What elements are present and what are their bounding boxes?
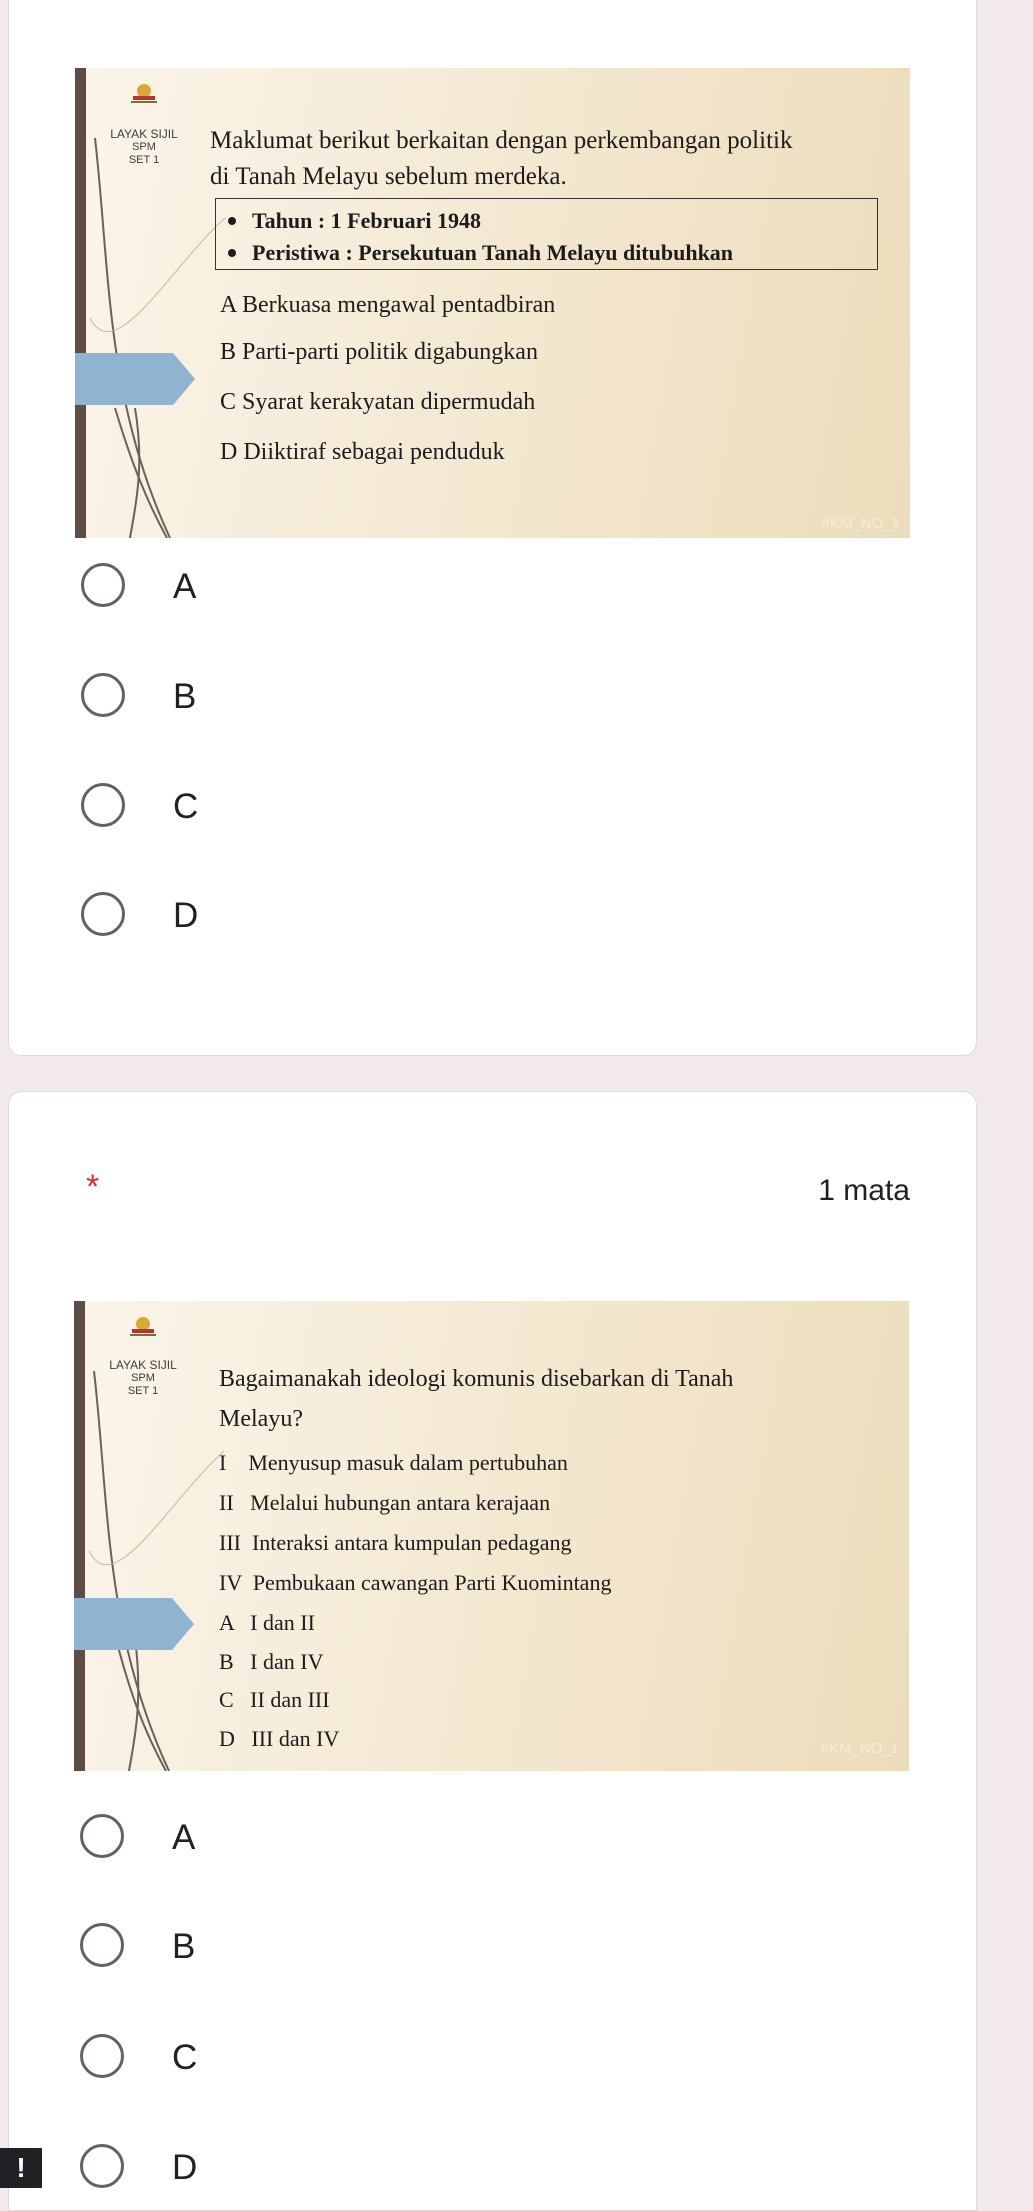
question-stem (210, 123, 792, 195)
radio-circle[interactable] (80, 1923, 124, 1967)
statement-iv: IV Pembukaan cawangan Parti Kuomintang (219, 1570, 612, 1595)
left-accent-bar (74, 1301, 85, 1771)
image-option-b: B Parti-parti politik digabungkan (220, 339, 538, 365)
question-image-2 (74, 1301, 909, 1771)
radio-circle[interactable] (80, 1814, 124, 1858)
image-option-a: A Berkuasa mengawal pentadbiran (220, 292, 556, 318)
badge-line3: SET 1 (128, 154, 160, 166)
image-tag: #KM_NO_1 (820, 1740, 899, 1757)
radio-circle[interactable] (80, 2144, 124, 2188)
stem-line-2: di Tanah Melayu sebelum merdeka. (210, 163, 567, 190)
statement-iii: III Interaksi antara kumpulan pedagang (219, 1530, 572, 1555)
radio-option-c[interactable] (74, 2026, 574, 2086)
radio-label: B (173, 677, 197, 716)
crest-icon (126, 1315, 160, 1337)
radio-option-d[interactable] (75, 884, 575, 944)
radio-option-a[interactable] (75, 555, 575, 615)
radio-label: A (172, 1818, 196, 1857)
question-stem (219, 1359, 733, 1439)
image-tag: #KM_NO_1 (821, 515, 900, 532)
required-asterisk: * (86, 1168, 100, 1206)
radio-circle[interactable] (80, 2034, 124, 2078)
points-label: 1 mata (818, 1174, 910, 1207)
stem-line-2: Melayu? (219, 1406, 303, 1432)
stem-line-1: Bagaimanakah ideologi komunis disebarkan di Tanah (219, 1366, 734, 1392)
alert-badge[interactable]: ! (0, 2148, 42, 2188)
image-option-d: D III dan IV (219, 1726, 340, 1751)
info-line-1: Tahun : 1 Februari 1948 (252, 205, 877, 237)
statement-i: I Menyusup masuk dalam pertubuhan (219, 1450, 568, 1475)
arrow-tab (75, 353, 195, 405)
badge-line3: SET 1 (127, 1385, 159, 1397)
badge-line1: LAYAK SIJIL (109, 1358, 177, 1372)
arrow-tab (74, 1598, 194, 1650)
radio-circle[interactable] (81, 563, 125, 607)
radio-label: A (173, 567, 197, 606)
badge-line2: SPM (132, 141, 156, 153)
left-accent-bar (75, 68, 86, 538)
radio-label: D (172, 2148, 198, 2187)
radio-circle[interactable] (81, 783, 125, 827)
statement-ii: II Melalui hubungan antara kerajaan (219, 1490, 551, 1515)
radio-option-d[interactable] (74, 2136, 574, 2196)
radio-label: C (173, 787, 199, 826)
radio-option-b[interactable] (75, 665, 575, 725)
info-line-2: Peristiwa : Persekutuan Tanah Melayu ditubuhkan (252, 237, 877, 269)
radio-circle[interactable] (81, 673, 125, 717)
image-option-b: B I dan IV (219, 1649, 324, 1674)
stem-line-1: Maklumat berikut berkaitan dengan perkembangan politik (210, 127, 793, 154)
badge-line1: LAYAK SIJIL (110, 127, 178, 141)
radio-circle[interactable] (81, 892, 125, 936)
image-option-c: C II dan III (219, 1687, 330, 1712)
radio-option-a[interactable] (74, 1806, 574, 1866)
image-option-a: A I dan II (219, 1610, 315, 1635)
info-box (215, 198, 878, 270)
image-option-d: D Diiktiraf sebagai penduduk (220, 439, 505, 465)
badge-line2: SPM (131, 1372, 155, 1384)
radio-option-c[interactable] (75, 775, 575, 835)
radio-option-b[interactable] (74, 1915, 574, 1975)
question-card-1 (8, 0, 977, 1056)
crest-icon (127, 82, 161, 104)
radio-label: D (173, 896, 199, 935)
badge-layak-sijil (101, 128, 187, 167)
radio-label: C (172, 2038, 198, 2077)
question-image-1 (75, 68, 910, 538)
image-option-c: C Syarat kerakyatan dipermudah (220, 389, 536, 415)
radio-label: B (172, 1927, 196, 1966)
badge-layak-sijil (100, 1359, 186, 1398)
